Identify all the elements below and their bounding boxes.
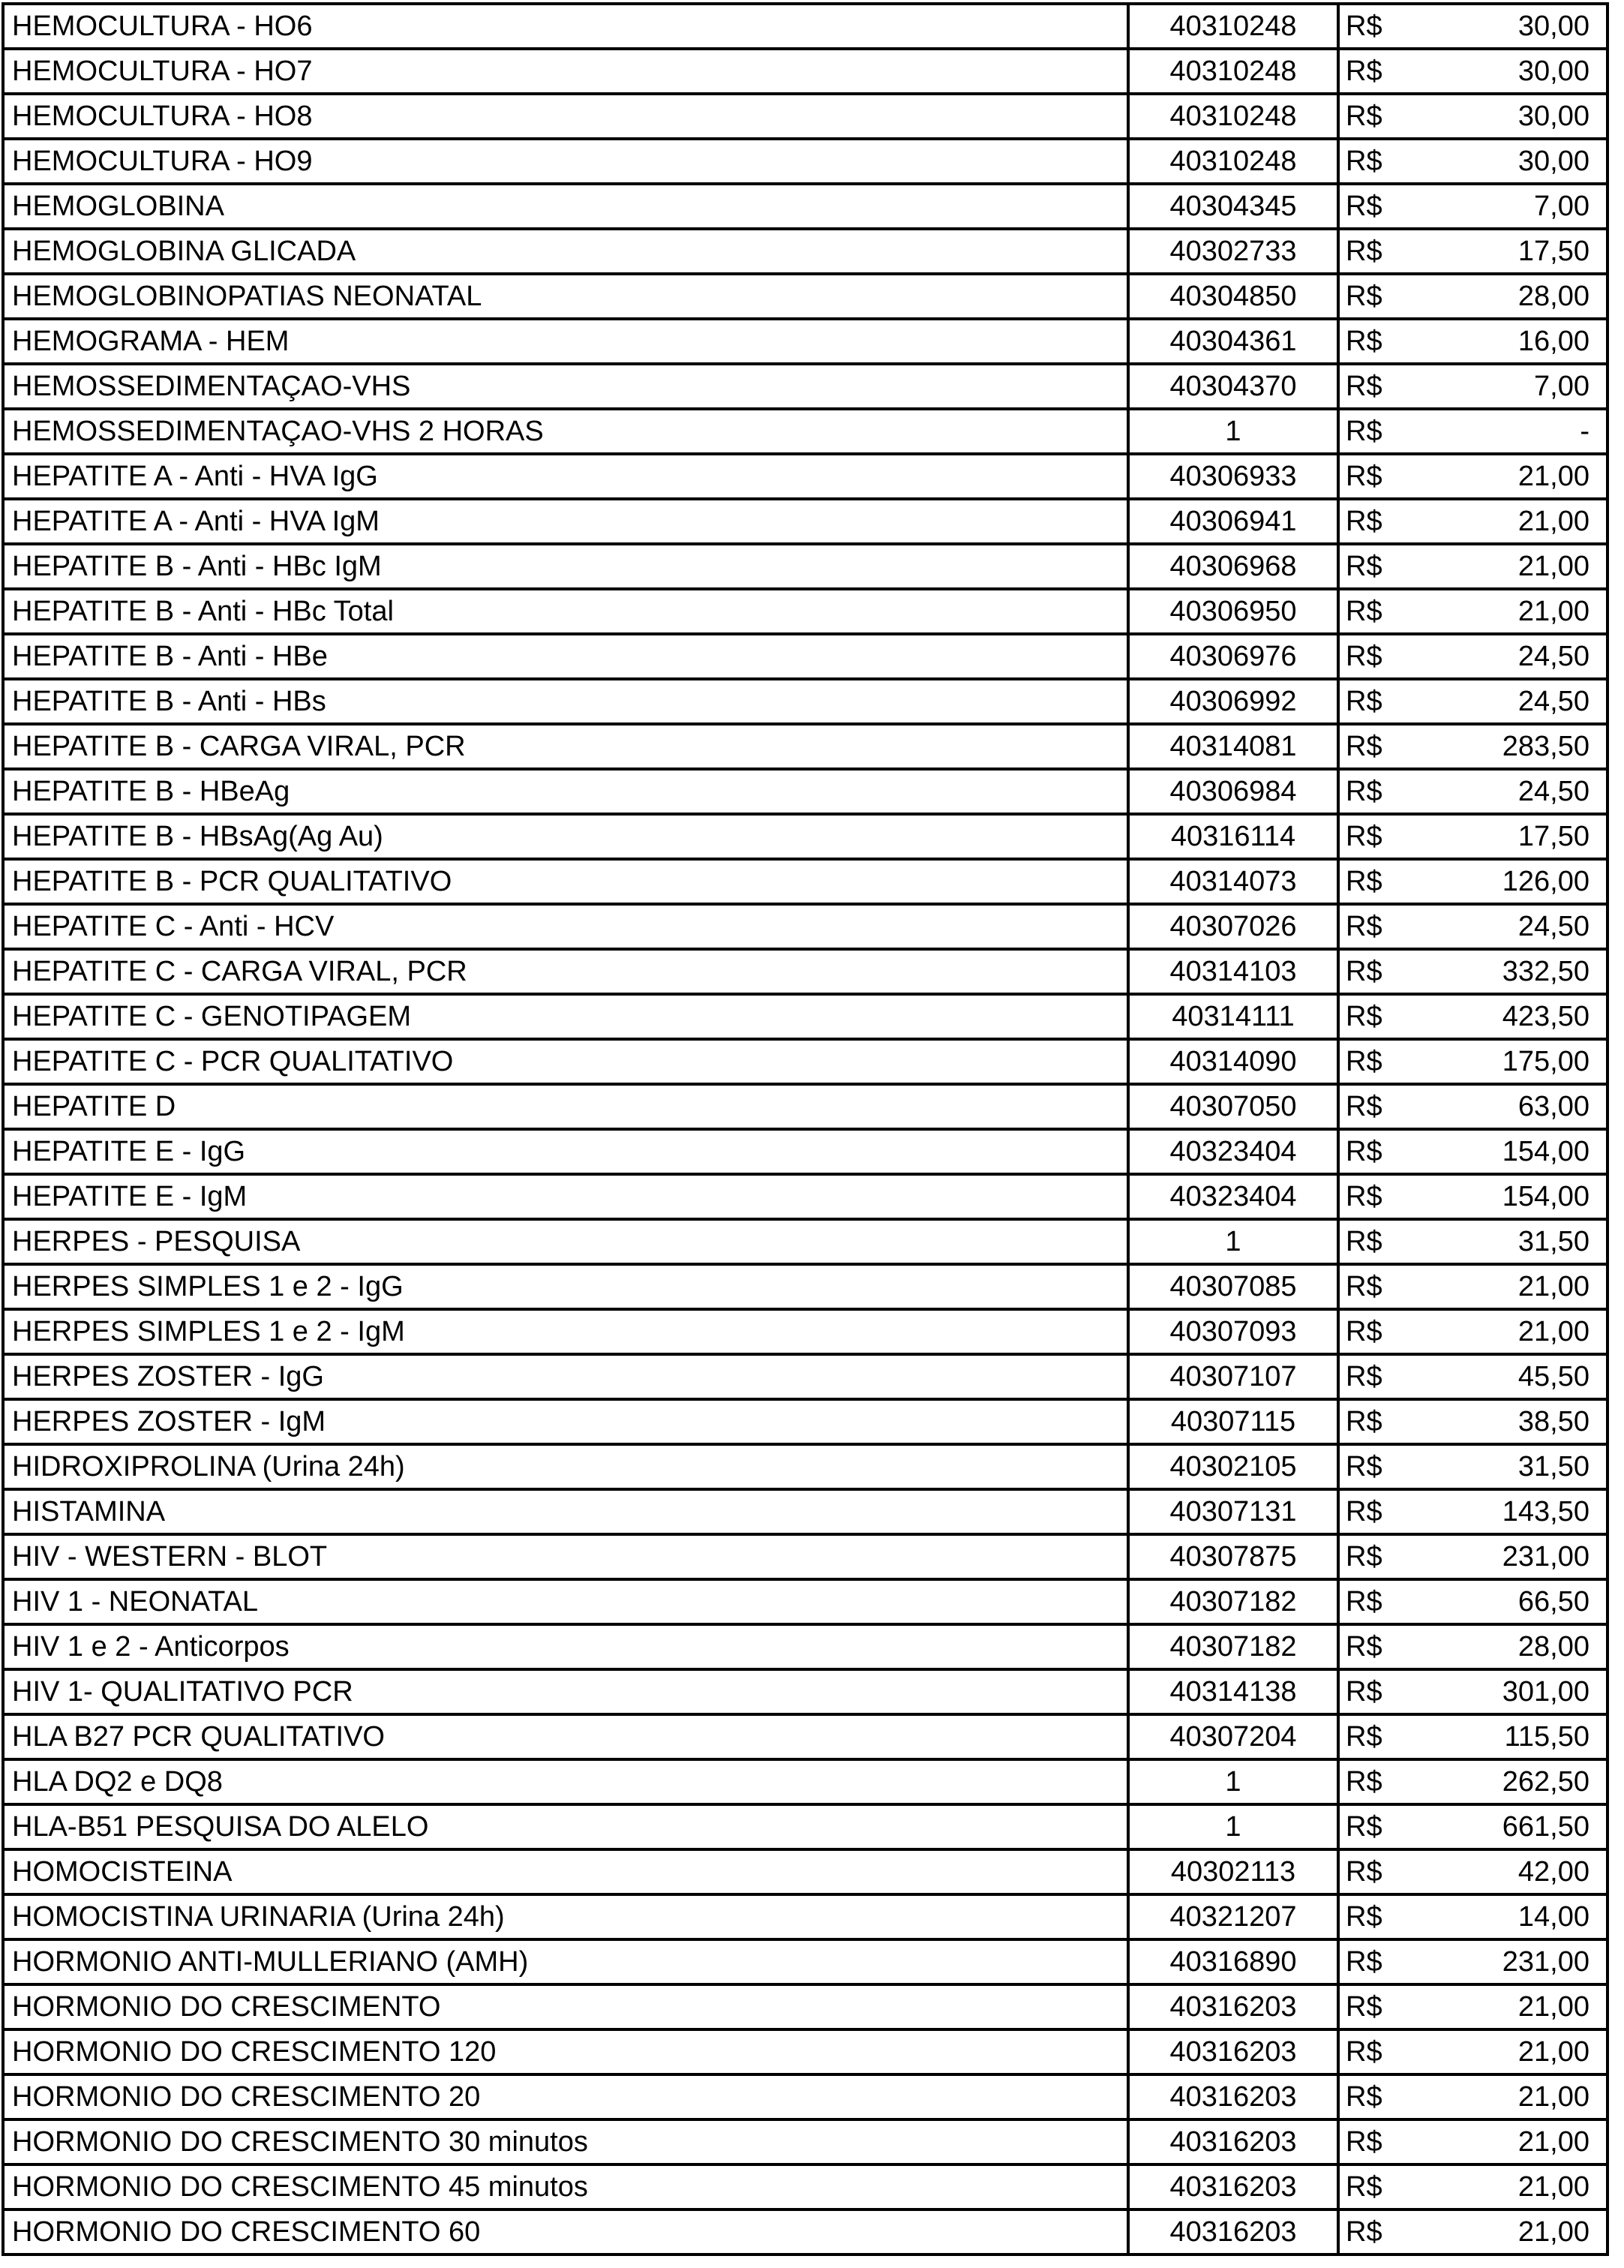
table-row: [3, 454, 1607, 499]
price-cell: 21,00: [1402, 454, 1607, 499]
price-cell: 21,00: [1402, 589, 1607, 634]
exam-code-cell: 40310248: [1128, 94, 1338, 139]
price-cell: 16,00: [1402, 319, 1607, 364]
price-table: [2, 2, 1609, 2256]
currency-cell: R$: [1338, 139, 1402, 184]
exam-code-cell: 40306968: [1128, 544, 1338, 589]
currency-cell: R$: [1338, 184, 1402, 229]
table-row: [3, 2029, 1607, 2074]
table-row: [3, 1444, 1607, 1489]
exam-name-cell: HIV - WESTERN - BLOT: [3, 1534, 1128, 1579]
price-cell: 154,00: [1402, 1129, 1607, 1174]
exam-name-cell: HERPES ZOSTER - IgM: [3, 1399, 1128, 1444]
table-row: [3, 1309, 1607, 1354]
price-cell: 31,50: [1402, 1444, 1607, 1489]
currency-cell: R$: [1338, 1714, 1402, 1759]
table-row: [3, 1534, 1607, 1579]
table-row: [3, 1129, 1607, 1174]
currency-cell: R$: [1338, 634, 1402, 679]
currency-cell: R$: [1338, 1039, 1402, 1084]
price-cell: 332,50: [1402, 949, 1607, 994]
currency-cell: R$: [1338, 1264, 1402, 1309]
currency-cell: R$: [1338, 1849, 1402, 1894]
currency-cell: R$: [1338, 1174, 1402, 1219]
table-row: [3, 319, 1607, 364]
exam-code-cell: 40316203: [1128, 1984, 1338, 2029]
table-row: [3, 499, 1607, 544]
exam-name-cell: HOMOCISTEINA: [3, 1849, 1128, 1894]
exam-code-cell: 40323404: [1128, 1174, 1338, 1219]
exam-name-cell: HOMOCISTINA URINARIA (Urina 24h): [3, 1894, 1128, 1939]
exam-name-cell: HIDROXIPROLINA (Urina 24h): [3, 1444, 1128, 1489]
table-row: [3, 904, 1607, 949]
table-row: [3, 1804, 1607, 1849]
price-cell: 17,50: [1402, 229, 1607, 274]
exam-name-cell: HEPATITE C - PCR QUALITATIVO: [3, 1039, 1128, 1084]
exam-name-cell: HEPATITE C - GENOTIPAGEM: [3, 994, 1128, 1039]
currency-cell: R$: [1338, 1084, 1402, 1129]
exam-name-cell: HEPATITE B - Anti - HBs: [3, 679, 1128, 724]
table-row: [3, 589, 1607, 634]
table-row: [3, 679, 1607, 724]
table-row: [3, 1984, 1607, 2029]
price-cell: 21,00: [1402, 544, 1607, 589]
exam-name-cell: HEMOCULTURA - HO9: [3, 139, 1128, 184]
exam-name-cell: HEPATITE B - HBsAg(Ag Au): [3, 814, 1128, 859]
exam-code-cell: 40304850: [1128, 274, 1338, 319]
table-row: [3, 94, 1607, 139]
currency-cell: R$: [1338, 1219, 1402, 1264]
currency-cell: R$: [1338, 1579, 1402, 1624]
table-row: [3, 1759, 1607, 1804]
table-row: [3, 1264, 1607, 1309]
price-cell: 24,50: [1402, 679, 1607, 724]
price-cell: 30,00: [1402, 139, 1607, 184]
currency-cell: R$: [1338, 1984, 1402, 2029]
table-row: [3, 1849, 1607, 1894]
exam-code-cell: 40314090: [1128, 1039, 1338, 1084]
exam-name-cell: HEPATITE A - Anti - HVA IgG: [3, 454, 1128, 499]
exam-code-cell: 40307182: [1128, 1624, 1338, 1669]
exam-code-cell: 40316203: [1128, 2209, 1338, 2254]
table-row: [3, 1669, 1607, 1714]
currency-cell: R$: [1338, 2164, 1402, 2209]
price-cell: 30,00: [1402, 4, 1607, 49]
currency-cell: R$: [1338, 724, 1402, 769]
exam-code-cell: 40314111: [1128, 994, 1338, 1039]
table-row: [3, 1084, 1607, 1129]
price-cell: 231,00: [1402, 1939, 1607, 1984]
currency-cell: R$: [1338, 364, 1402, 409]
exam-name-cell: HEPATITE C - Anti - HCV: [3, 904, 1128, 949]
exam-code-cell: 40314073: [1128, 859, 1338, 904]
exam-code-cell: 40306976: [1128, 634, 1338, 679]
currency-cell: R$: [1338, 2029, 1402, 2074]
currency-cell: R$: [1338, 1759, 1402, 1804]
exam-code-cell: 1: [1128, 409, 1338, 454]
price-cell: 21,00: [1402, 1984, 1607, 2029]
price-cell: 21,00: [1402, 1264, 1607, 1309]
exam-name-cell: HERPES - PESQUISA: [3, 1219, 1128, 1264]
currency-cell: R$: [1338, 1939, 1402, 1984]
currency-cell: R$: [1338, 949, 1402, 994]
currency-cell: R$: [1338, 544, 1402, 589]
exam-name-cell: HIV 1- QUALITATIVO PCR: [3, 1669, 1128, 1714]
table-row: [3, 1354, 1607, 1399]
table-row: [3, 814, 1607, 859]
price-cell: 175,00: [1402, 1039, 1607, 1084]
exam-name-cell: HERPES SIMPLES 1 e 2 - IgG: [3, 1264, 1128, 1309]
exam-code-cell: 40307182: [1128, 1579, 1338, 1624]
exam-code-cell: 40316203: [1128, 2074, 1338, 2119]
price-cell: 262,50: [1402, 1759, 1607, 1804]
price-cell: 21,00: [1402, 2074, 1607, 2119]
exam-code-cell: 40304370: [1128, 364, 1338, 409]
currency-cell: R$: [1338, 1624, 1402, 1669]
table-row: [3, 1219, 1607, 1264]
price-cell: 24,50: [1402, 634, 1607, 679]
exam-code-cell: 40323404: [1128, 1129, 1338, 1174]
price-cell: 24,50: [1402, 769, 1607, 814]
price-cell: 661,50: [1402, 1804, 1607, 1849]
exam-name-cell: HEPATITE E - IgM: [3, 1174, 1128, 1219]
table-row: [3, 1579, 1607, 1624]
currency-cell: R$: [1338, 904, 1402, 949]
exam-name-cell: HEPATITE A - Anti - HVA IgM: [3, 499, 1128, 544]
exam-name-cell: HEPATITE B - PCR QUALITATIVO: [3, 859, 1128, 904]
exam-name-cell: HIV 1 - NEONATAL: [3, 1579, 1128, 1624]
price-cell: 21,00: [1402, 2029, 1607, 2074]
currency-cell: R$: [1338, 859, 1402, 904]
currency-cell: R$: [1338, 769, 1402, 814]
table-row: [3, 949, 1607, 994]
currency-cell: R$: [1338, 2209, 1402, 2254]
exam-code-cell: 40316114: [1128, 814, 1338, 859]
exam-code-cell: 40321207: [1128, 1894, 1338, 1939]
exam-code-cell: 40306992: [1128, 679, 1338, 724]
exam-code-cell: 40302113: [1128, 1849, 1338, 1894]
exam-code-cell: 40306941: [1128, 499, 1338, 544]
table-row: [3, 139, 1607, 184]
exam-code-cell: 40307875: [1128, 1534, 1338, 1579]
exam-name-cell: HORMONIO DO CRESCIMENTO 45 minutos: [3, 2164, 1128, 2209]
currency-cell: R$: [1338, 1399, 1402, 1444]
currency-cell: R$: [1338, 274, 1402, 319]
price-cell: 14,00: [1402, 1894, 1607, 1939]
exam-code-cell: 40307115: [1128, 1399, 1338, 1444]
exam-code-cell: 40307085: [1128, 1264, 1338, 1309]
exam-code-cell: 1: [1128, 1804, 1338, 1849]
price-cell: 31,50: [1402, 1219, 1607, 1264]
price-cell: 154,00: [1402, 1174, 1607, 1219]
exam-code-cell: 40307131: [1128, 1489, 1338, 1534]
exam-name-cell: HEMOCULTURA - HO6: [3, 4, 1128, 49]
price-table-body: [3, 4, 1607, 2254]
price-cell: 21,00: [1402, 499, 1607, 544]
exam-name-cell: HEMOGLOBINA GLICADA: [3, 229, 1128, 274]
price-cell: 28,00: [1402, 1624, 1607, 1669]
currency-cell: R$: [1338, 679, 1402, 724]
table-row: [3, 769, 1607, 814]
price-cell: 38,50: [1402, 1399, 1607, 1444]
table-row: [3, 49, 1607, 94]
exam-code-cell: 40316203: [1128, 2029, 1338, 2074]
exam-name-cell: HEMOGLOBINOPATIAS NEONATAL: [3, 274, 1128, 319]
table-row: [3, 724, 1607, 769]
table-row: [3, 274, 1607, 319]
price-cell: 126,00: [1402, 859, 1607, 904]
table-row: [3, 544, 1607, 589]
exam-name-cell: HEPATITE B - Anti - HBc Total: [3, 589, 1128, 634]
exam-name-cell: HERPES SIMPLES 1 e 2 - IgM: [3, 1309, 1128, 1354]
price-cell: 30,00: [1402, 49, 1607, 94]
exam-name-cell: HORMONIO ANTI-MULLERIANO (AMH): [3, 1939, 1128, 1984]
exam-code-cell: 40306984: [1128, 769, 1338, 814]
exam-code-cell: 40316203: [1128, 2119, 1338, 2164]
currency-cell: R$: [1338, 1129, 1402, 1174]
exam-code-cell: 40314103: [1128, 949, 1338, 994]
exam-name-cell: HORMONIO DO CRESCIMENTO 120: [3, 2029, 1128, 2074]
price-cell: 21,00: [1402, 2119, 1607, 2164]
price-cell: 283,50: [1402, 724, 1607, 769]
exam-code-cell: 40307093: [1128, 1309, 1338, 1354]
price-cell: 21,00: [1402, 1309, 1607, 1354]
price-cell: 231,00: [1402, 1534, 1607, 1579]
currency-cell: R$: [1338, 4, 1402, 49]
exam-code-cell: 1: [1128, 1219, 1338, 1264]
table-row: [3, 1489, 1607, 1534]
table-row: [3, 1399, 1607, 1444]
table-row: [3, 2119, 1607, 2164]
currency-cell: R$: [1338, 1309, 1402, 1354]
exam-name-cell: HEPATITE B - HBeAg: [3, 769, 1128, 814]
exam-code-cell: 40307107: [1128, 1354, 1338, 1399]
price-cell: 42,00: [1402, 1849, 1607, 1894]
table-row: [3, 859, 1607, 904]
price-cell: 63,00: [1402, 1084, 1607, 1129]
price-cell: 301,00: [1402, 1669, 1607, 1714]
exam-code-cell: 40307050: [1128, 1084, 1338, 1129]
exam-name-cell: HORMONIO DO CRESCIMENTO: [3, 1984, 1128, 2029]
exam-name-cell: HEPATITE C - CARGA VIRAL, PCR: [3, 949, 1128, 994]
exam-name-cell: HORMONIO DO CRESCIMENTO 60: [3, 2209, 1128, 2254]
table-row: [3, 1174, 1607, 1219]
currency-cell: R$: [1338, 499, 1402, 544]
price-cell: 423,50: [1402, 994, 1607, 1039]
exam-code-cell: 40307026: [1128, 904, 1338, 949]
currency-cell: R$: [1338, 1534, 1402, 1579]
price-cell: 45,50: [1402, 1354, 1607, 1399]
table-row: [3, 1039, 1607, 1084]
exam-name-cell: HLA B27 PCR QUALITATIVO: [3, 1714, 1128, 1759]
currency-cell: R$: [1338, 1489, 1402, 1534]
table-row: [3, 2209, 1607, 2254]
exam-code-cell: 40314138: [1128, 1669, 1338, 1714]
exam-name-cell: HERPES ZOSTER - IgG: [3, 1354, 1128, 1399]
exam-name-cell: HISTAMINA: [3, 1489, 1128, 1534]
exam-name-cell: HORMONIO DO CRESCIMENTO 20: [3, 2074, 1128, 2119]
currency-cell: R$: [1338, 94, 1402, 139]
exam-code-cell: 40306933: [1128, 454, 1338, 499]
currency-cell: R$: [1338, 814, 1402, 859]
currency-cell: R$: [1338, 1669, 1402, 1714]
price-cell: -: [1402, 409, 1607, 454]
exam-code-cell: 40310248: [1128, 139, 1338, 184]
exam-name-cell: HEPATITE B - Anti - HBc IgM: [3, 544, 1128, 589]
price-cell: 17,50: [1402, 814, 1607, 859]
exam-code-cell: 40304361: [1128, 319, 1338, 364]
exam-code-cell: 40310248: [1128, 49, 1338, 94]
table-row: [3, 634, 1607, 679]
currency-cell: R$: [1338, 49, 1402, 94]
price-cell: 30,00: [1402, 94, 1607, 139]
exam-name-cell: HEPATITE B - CARGA VIRAL, PCR: [3, 724, 1128, 769]
table-row: [3, 184, 1607, 229]
exam-name-cell: HLA DQ2 e DQ8: [3, 1759, 1128, 1804]
table-row: [3, 994, 1607, 1039]
exam-name-cell: HEMOCULTURA - HO8: [3, 94, 1128, 139]
exam-code-cell: 1: [1128, 1759, 1338, 1804]
table-row: [3, 4, 1607, 49]
exam-name-cell: HEMOGLOBINA: [3, 184, 1128, 229]
currency-cell: R$: [1338, 319, 1402, 364]
exam-name-cell: HIV 1 e 2 - Anticorpos: [3, 1624, 1128, 1669]
exam-name-cell: HEMOSSEDIMENTAÇAO-VHS: [3, 364, 1128, 409]
exam-code-cell: 40302733: [1128, 229, 1338, 274]
table-row: [3, 229, 1607, 274]
currency-cell: R$: [1338, 1894, 1402, 1939]
exam-code-cell: 40302105: [1128, 1444, 1338, 1489]
currency-cell: R$: [1338, 2119, 1402, 2164]
exam-code-cell: 40314081: [1128, 724, 1338, 769]
table-row: [3, 2074, 1607, 2119]
price-cell: 7,00: [1402, 184, 1607, 229]
currency-cell: R$: [1338, 589, 1402, 634]
currency-cell: R$: [1338, 1444, 1402, 1489]
price-cell: 66,50: [1402, 1579, 1607, 1624]
price-cell: 115,50: [1402, 1714, 1607, 1759]
exam-code-cell: 40306950: [1128, 589, 1338, 634]
table-row: [3, 2164, 1607, 2209]
price-cell: 24,50: [1402, 904, 1607, 949]
currency-cell: R$: [1338, 994, 1402, 1039]
exam-code-cell: 40307204: [1128, 1714, 1338, 1759]
exam-code-cell: 40304345: [1128, 184, 1338, 229]
table-row: [3, 1939, 1607, 1984]
currency-cell: R$: [1338, 409, 1402, 454]
price-cell: 7,00: [1402, 364, 1607, 409]
exam-name-cell: HEMOGRAMA - HEM: [3, 319, 1128, 364]
exam-code-cell: 40316203: [1128, 2164, 1338, 2209]
table-row: [3, 1624, 1607, 1669]
table-row: [3, 1714, 1607, 1759]
exam-name-cell: HEPATITE D: [3, 1084, 1128, 1129]
price-cell: 21,00: [1402, 2164, 1607, 2209]
exam-code-cell: 40316890: [1128, 1939, 1338, 1984]
exam-code-cell: 40310248: [1128, 4, 1338, 49]
table-row: [3, 364, 1607, 409]
currency-cell: R$: [1338, 454, 1402, 499]
table-row: [3, 409, 1607, 454]
currency-cell: R$: [1338, 2074, 1402, 2119]
currency-cell: R$: [1338, 1354, 1402, 1399]
price-cell: 21,00: [1402, 2209, 1607, 2254]
exam-name-cell: HEMOSSEDIMENTAÇAO-VHS 2 HORAS: [3, 409, 1128, 454]
currency-cell: R$: [1338, 1804, 1402, 1849]
currency-cell: R$: [1338, 229, 1402, 274]
price-cell: 28,00: [1402, 274, 1607, 319]
table-row: [3, 1894, 1607, 1939]
exam-name-cell: HEMOCULTURA - HO7: [3, 49, 1128, 94]
price-cell: 143,50: [1402, 1489, 1607, 1534]
exam-name-cell: HLA-B51 PESQUISA DO ALELO: [3, 1804, 1128, 1849]
exam-name-cell: HEPATITE E - IgG: [3, 1129, 1128, 1174]
exam-name-cell: HORMONIO DO CRESCIMENTO 30 minutos: [3, 2119, 1128, 2164]
exam-name-cell: HEPATITE B - Anti - HBe: [3, 634, 1128, 679]
